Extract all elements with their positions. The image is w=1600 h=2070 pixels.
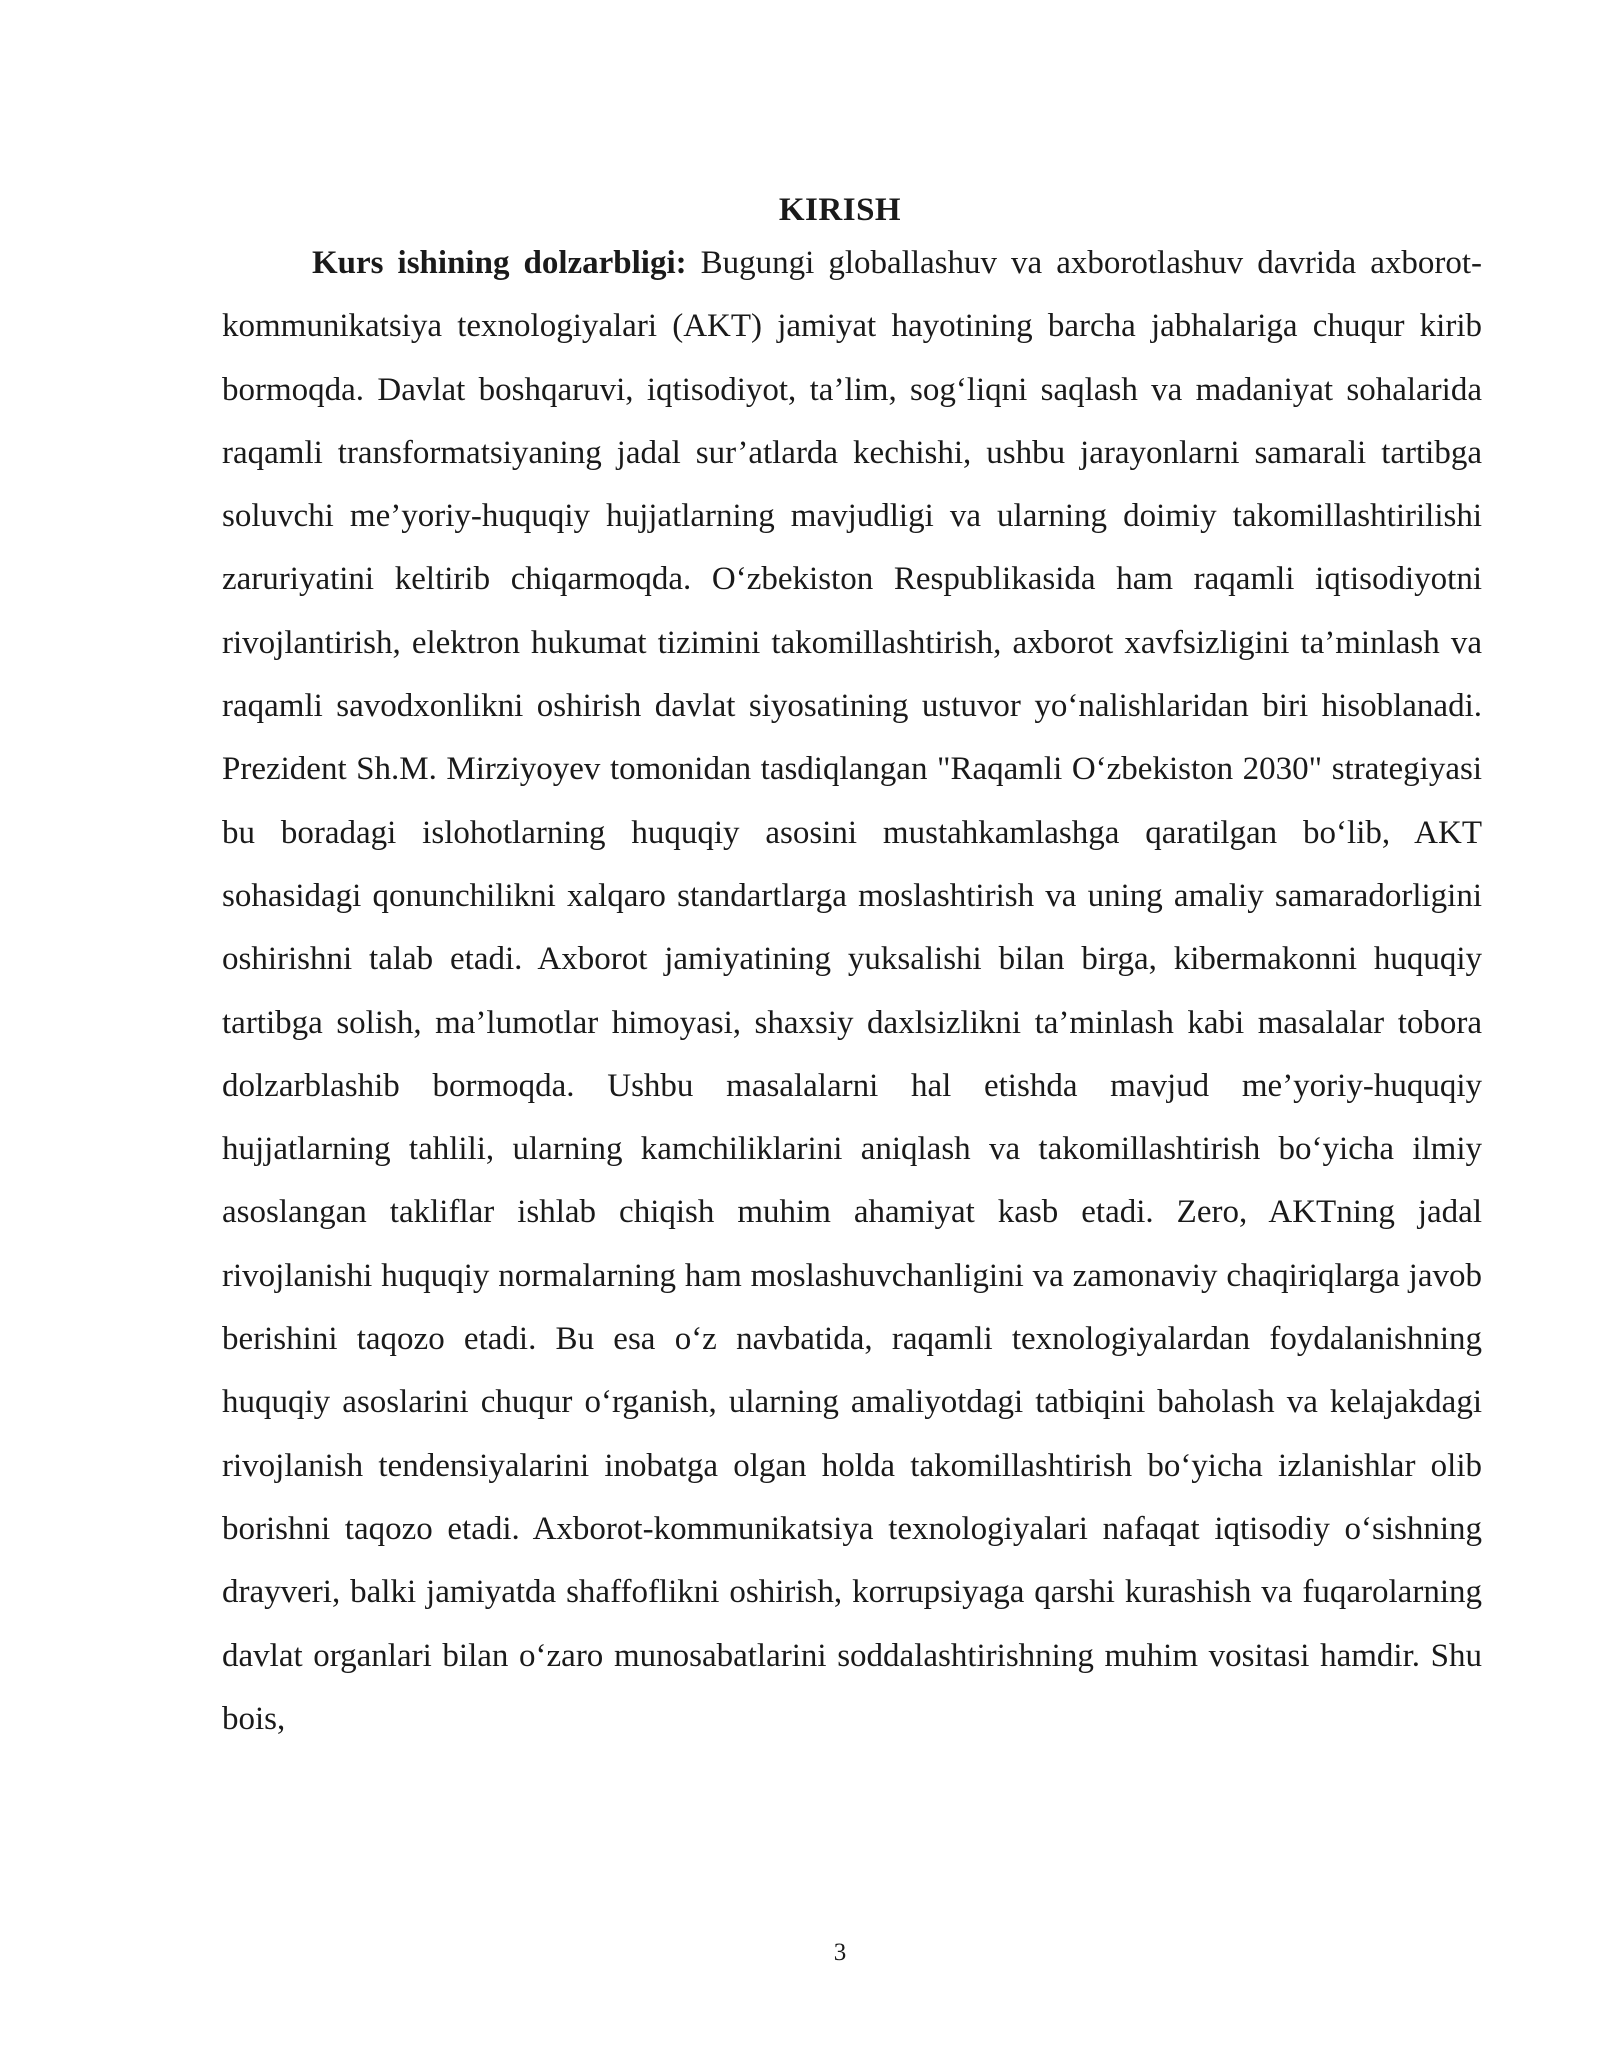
section-title: KIRISH [778, 192, 902, 228]
lead-label: Kurs ishining dolzarbligi: [312, 245, 687, 281]
paragraph-text: Bugungi globallashuv va axborotlashuv davrida axborot-kommunikatsiya texnologiyalari (AKT) jamiyat hayotining barcha jabhalariga chuqur kirib bormoqda. Davlat boshqaruvi, iqtisodiyot, ta’lim, sog‘liqni saqlash va madaniyat sohalarida raqamli transformatsiyaning jadal sur’atlarda kechishi, ushbu jarayonlarni samarali tartibga soluvchi me’yoriy-huquqiy hujjatlarning mavjudligi va ularning doimiy takomillashtirilishi zaruriyatini keltirib chiqarmoqda. O‘zbekiston Respublikasida ham raqamli iqtisodiyotni rivojlantirish, elektron hukumat tizimini takomillashtirish, axborot xavfsizligini ta’minlash va raqamli savodxonlikni oshirish davlat siyosatining ustuvor yo‘nalishlaridan biri hisoblanadi. Prezident Sh.M. Mirziyoyev tomonidan tasdiqlangan "Raqamli O‘zbekiston 2030" strategiyasi bu boradagi islohotlarning huquqiy asosini mustahkamlashga qaratilgan bo‘lib, AKT sohasidagi qonunchilikni xalqaro standartlarga moslashtirish va uning amaliy samaradorligini oshirishni talab etadi. Axborot jamiyatining yuksalishi bilan birga, kibermakonni huquqiy tartibga solish, ma’lumotlar himoyasi, shaxsiy daxlsizlikni ta’minlash kabi masalalar tobora dolzarblashib bormoqda. Ushbu masalalarni hal etishda mavjud me’yoriy-huquqiy hujjatlarning tahlili, ularning kamchiliklarini aniqlash va takomillashtirish bo‘yicha ilmiy asoslangan takliflar ishlab chiqish muhim ahamiyat kasb etadi. Zero, AKTning jadal rivojlanishi huquqiy normalarning ham moslashuvchanligini va zamonaviy chaqiriqlarga javob berishini taqozo etadi. Bu esa o‘z navbatida, raqamli texnologiyalardan foydalanishning huquqiy asoslarini chuqur o‘rganish, ularning amaliyotdagi tatbiqini baholash va kelajakdagi rivojlanish tendensiyalarini inobatga olgan holda takomillashtirish bo‘yicha izlanishlar olib borishni taqozo etadi. Axborot-kommunikatsiya texnologiyalari nafaqat iqtisodiy o‘sishning drayveri, balki jamiyatda shaffoflikni oshirish, korrupsiyaga qarshi kurashish va fuqarolarning davlat organlari bilan o‘zaro munosabatlarini soddalashtirishning muhim vositasi hamdir. Shu bois, [222, 245, 1482, 1737]
body-paragraph [222, 232, 1482, 1751]
page-number: 3 [833, 1939, 847, 1966]
